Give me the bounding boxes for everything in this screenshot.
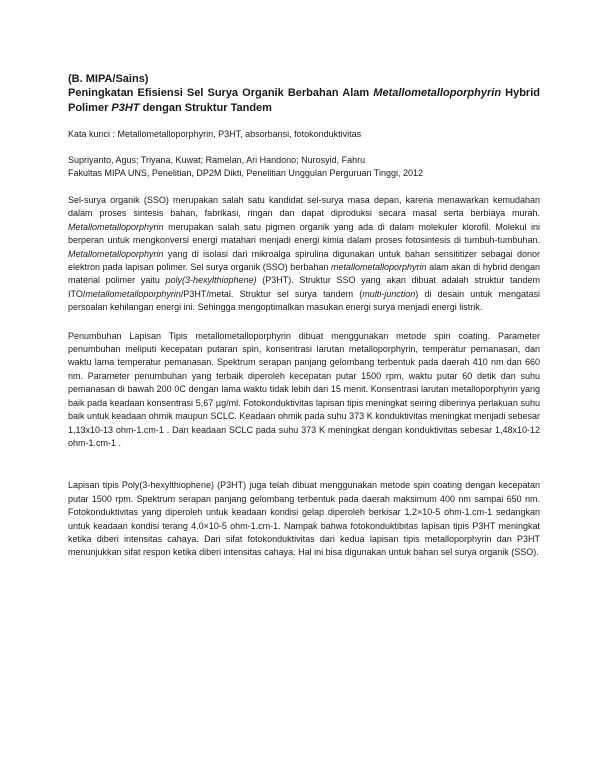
p1-i5: metallometalloporphyrin bbox=[85, 288, 181, 299]
p1-s4: alam akan di hybrid dengan material polimer yaitu bbox=[68, 262, 540, 286]
p1-s3: yang di isolasi dari mikroalga spirulina digunakan untuk bahan sensititizer sebagai donor elektron pada lapisan polimer. Sel surya organik (SSO) berbahan bbox=[68, 248, 540, 273]
category-label: (B. MIPA/Sains) bbox=[68, 73, 149, 85]
p1-s2: merupakan salah satu pigmen organik yang ada di dalam molekuler klorofil. Molekul ini berperan untuk mengkonversi energi matahari menjadi energi kimia dalam proses fotosintesis di tumbuh-tumbuhan. bbox=[68, 221, 540, 246]
title-part-2: Hybrid Polimer bbox=[68, 87, 540, 114]
paper-title bbox=[68, 86, 540, 116]
p1-s5: (P3HT). Struktur SSO yang akan dibuat adalah struktur tandem ITO/ bbox=[68, 275, 541, 299]
keywords: Kata kunci : Metallometalloporphyrin, P3HT, absorbansi, fotokonduktivitas bbox=[68, 129, 362, 139]
title-italic-1: Metallometalloporphyrin bbox=[373, 87, 502, 99]
title-part-1: Peningkatan Efisiensi Sel Surya Organik Berbahan Alam bbox=[68, 87, 374, 99]
title-part-3: dengan Struktur Tandem bbox=[139, 102, 272, 114]
abstract-paragraph-3: Lapisan tipis Poly(3-hexylthiophene) (P3HT) juga telah dibuat menggunakan metode spin coating dengan kecepatan putar 1500 rpm. Spektrum serapan panjang gelombang terbentuk pada daerah maksimum 400 nm sampai 650 nm. Fotokonduktivitas yang diperoleh untuk keadaan kondisi gelap diperoleh berkisar 1.2×10-5 ohm-1.cm-1 sedangkan untuk keadaan kondisi terang 4.0×10-5 ohm-1.cm-1. Nampak bahwa fotokonduktibitas lapisan tipis P3HT meningkat ketika diberi intensitas cahaya. Dari sifat fotokonduktivitas dari kedua lapisan tipis metalloporphyrin dan P3HT menunjukkan sifat respon ketika diberi intensitas cahaya. Hal ini bisa digunakan untuk bahan sel surya organik (SSO). bbox=[68, 480, 540, 558]
p1-i3: metallometalloporphyrin bbox=[330, 262, 427, 273]
title-italic-2: P3HT bbox=[111, 102, 140, 114]
p1-i4: poly(3-hexylthiophene) bbox=[165, 275, 257, 286]
affiliation: Fakultas MIPA UNS, Penelitian, DP2M Dikti, Penelitian Unggulan Perguruan Tinggi, 2012 bbox=[68, 168, 424, 178]
p1-i6: multi-junction bbox=[362, 288, 416, 299]
authors: Supriyanto, Agus; Triyana, Kuwat; Ramelan, Ari Handono; Nurosyid, Fahru bbox=[68, 155, 366, 165]
p1-s6: /P3HT/metal. Struktur sel surya tandem ( bbox=[180, 288, 363, 299]
p1-s7: ) di desain untuk mengatasi persoalan kehilangan energi ini. Sehingga mengoptimalkan masukan energi surya menjadi energi listrik. bbox=[68, 288, 540, 313]
p1-s1: Sel-surya organik (SSO) merupakan salah satu kandidat sel-surya masa depan, karena menawarkan kemudahan dalam proses sintesis bahan, fabrikasi, ringan dan dapat diproduksi secara masal serta berbiaya murah. bbox=[68, 195, 540, 219]
p1-i1: Metallometalloporphyrin bbox=[68, 221, 164, 232]
author-block bbox=[68, 154, 540, 180]
abstract-paragraph-1 bbox=[68, 194, 540, 315]
abstract-paragraph-2: Penumbuhan Lapisan Tipis metallometalloporphyrin dibuat menggunakan metode spin coating. Parameter penumbuhan meliputi kecepatan putaran spin, konsentrasi larutan metalloporphyrin, temperatur pemanasan, dan waktu lama temperatur pemanasan. Spektrum serapan panjang gelombang terbentuk pada daerah 410 nm dan 660 nm. Parameter penumbuhan yang terbaik diperoleh kecepatan putar 1500 rpm, waktu putar 60 detik dan suhu pemanasan di bawah 200 0C dengan lama waktu tidak lebih dari 15 menit. Konsentrasi larutan metalloporphyrin yang baik pada keadaan konsentrasi 5,67 µg/ml. Fotokonduktivitas lapisan tipis meningkat seiring diberinya perlakuan suhu baik untuk keadaan ohmik maupun SCLC. Keadaan ohmik pada suhu 373 K konduktivitas meningkat menjadi sebesar 1,13x10-13 ohm-1.cm-1 . Dan keadaan SCLC pada suhu 373 K meningkat dengan konduktivitas sebesar 1,48x10-12 ohm-1.cm-1 . bbox=[68, 330, 540, 448]
p1-i2: Metallometalloporphyrin bbox=[68, 248, 164, 259]
